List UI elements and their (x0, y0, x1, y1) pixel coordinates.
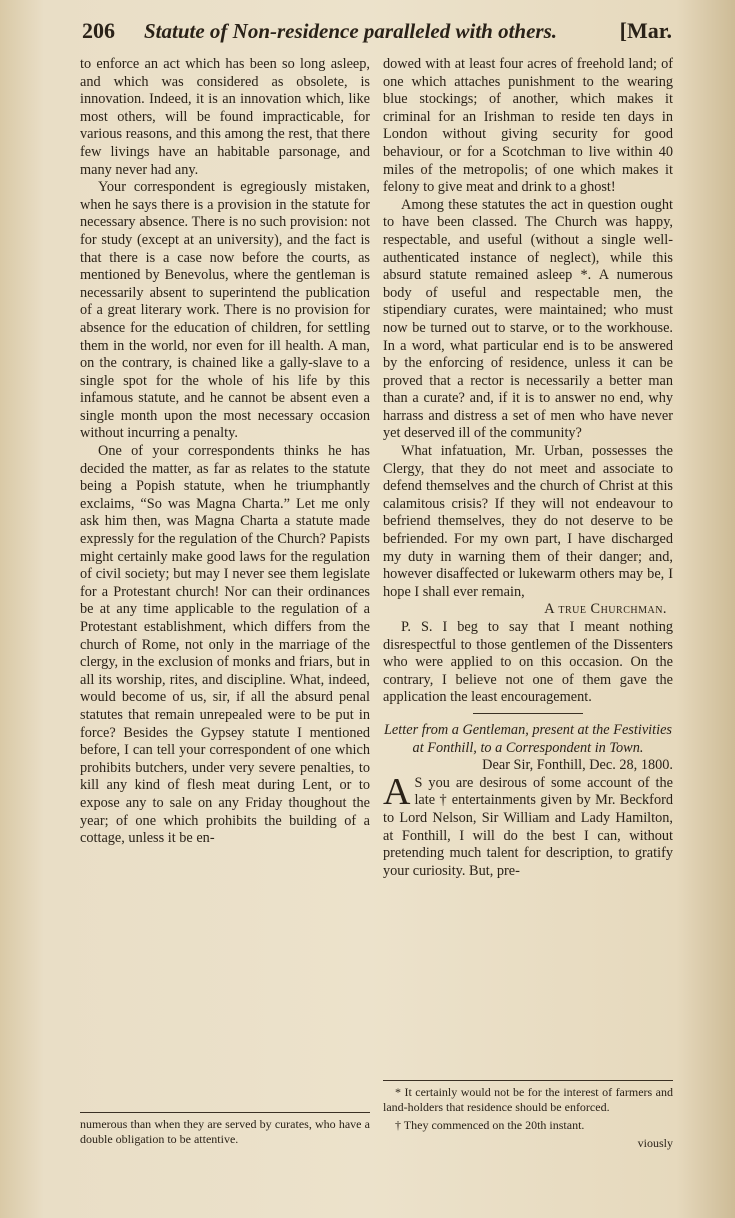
left-column (80, 56, 370, 1111)
right-column (383, 56, 673, 1211)
running-month: [Mar. (619, 18, 672, 43)
right-footnotes (383, 1080, 673, 1151)
signature: A true Churchman. (544, 601, 667, 618)
footnote-asterisk: * It certainly would not be for the interest of farmers and land-holders that residence should be enforced. (383, 1085, 673, 1114)
right-paragraph-3: What infatuation, Mr. Urban, possesses the Clergy, that they do not meet and associate to defend themselves and the church of Christ at this calamitous crisis? If they will not endeavour to befriend themselves, they do not deserve to be befriended. For my own part, I have discharged my duty in warning them of their danger; and, however disaffected or lukewarm others may be, I hope I shall ever remain, (383, 443, 673, 600)
left-paragraph-1: to enforce an act which has been so long asleep, and which was considered as obsolete, is innovation. Indeed, it is an innovation which, like most others, will be found impracticable, for various reasons, and this among the rest, that there few livings have an habitable parsonage, and many never had any. (80, 56, 370, 178)
left-footnote: numerous than when they are served by curates, who have a double obligation to be attentive. (80, 1112, 370, 1147)
catchword: viously (637, 1136, 673, 1150)
letter-body-text: S you are desirous of some account of the late † entertainments given by Mr. Beckford to Lord Nelson, Sir William and Lady Hamilton, at Fonthill, I will do the best I can, without pretending much talent for description, to gratify your curiosity. But, pre- (383, 774, 673, 879)
section-rule (473, 713, 583, 714)
right-paragraph-1: dowed with at least four acres of freehold land; of one which attaches punishment to the wearing blue stockings; of another, which makes it criminal for an Irishman to reside ten days in London without giving security for good behaviour, or for a Scotchman to live within 40 miles of the metropolis; of one which makes it felony to give meat and drink to a ghost! (383, 56, 673, 196)
letter-body (383, 770, 673, 881)
left-paragraph-2: Your correspondent is egregiously mistaken, when he says there is a provision in the statute for necessary absence. There is no such provision: not for study (except at an university), and the fact is that there is a case now before the courts, as mentioned by Benevolus, where the gentleman is necessarily absent to superintend the publication of a great literary work. There is no provision for absence for the education of children, for settling them in the world, nor even for ill health. A man, on the contrary, is chained like a gally-slave to a single spot for the whole of his life by this infamous statute, and he cannot be absent even a single month upon the most necessary occasion without incurring a penalty. (80, 179, 370, 442)
letter-dateline: Dear Sir, Fonthill, Dec. 28, 1800. (482, 757, 673, 774)
right-paragraph-2: Among these statutes the act in question ought to have been classed. The Church was happy, respectable, and useful (without a single well-authenticated instance of neglect), while this absurd statute remained asleep *. A numerous body of useful and respectable men, the stipendiary curates, were maintained; who must now be turned out to starve, or to the workhouse. In a word, what particular end is to be answered by the enforcing of residence, unless it can be proved that a rector is necessarily a better man than a curate? and, if it is to answer no end, why harrass and distress a set of men who have never yet deserved ill of the community? (383, 196, 673, 442)
drop-cap: A (383, 770, 411, 813)
running-title: Statute of Non-residence paralleled with others. (144, 19, 558, 43)
page-number: 206 (82, 18, 115, 43)
letter-title: Letter from a Gentleman, present at the Festivities at Fonthill, to a Correspondent in Town. (383, 721, 672, 756)
footnote-dagger: † They commenced on the 20th instant. (395, 1118, 585, 1132)
postscript: P. S. I beg to say that I meant nothing disrespectful to those gentlemen of the Dissenters who were applied to on this occasion. On the contrary, I believe not one of them gave the application the least encouragement. (383, 619, 673, 706)
running-header (82, 18, 672, 52)
left-paragraph-3: One of your correspondents thinks he has decided the matter, as far as relates to the statute being a Popish statute, when he triumphantly exclaims, “So was Magna Charta.” Let me only ask him then, was Magna Charta a statute made expressly for the regulation of the Church? Papists might certainly make good laws for the regulation of civil society; but may I never see them legislate for a Protestant church! Nor can their ordinances be at any time applicable to the regulation of a Protestant establishment, which differs from the church of Rome, not only in the marriage of the clergy, in the exclusion of monks and friars, but in all its worship, rites, and discipline. What, indeed, would become of us, sir, if all the absurd penal statutes that remain unrepealed were to be put in force? Besides the Gypsey statute I mentioned before, I can tell your correspondent of one which prohibits butchers, under very severe penalties, to kill any kind of flesh meat during Lent, or to expose any to sale on any Friday thoughout the year; of one which prohibits the building of a cottage, unless it be en- (80, 443, 370, 847)
